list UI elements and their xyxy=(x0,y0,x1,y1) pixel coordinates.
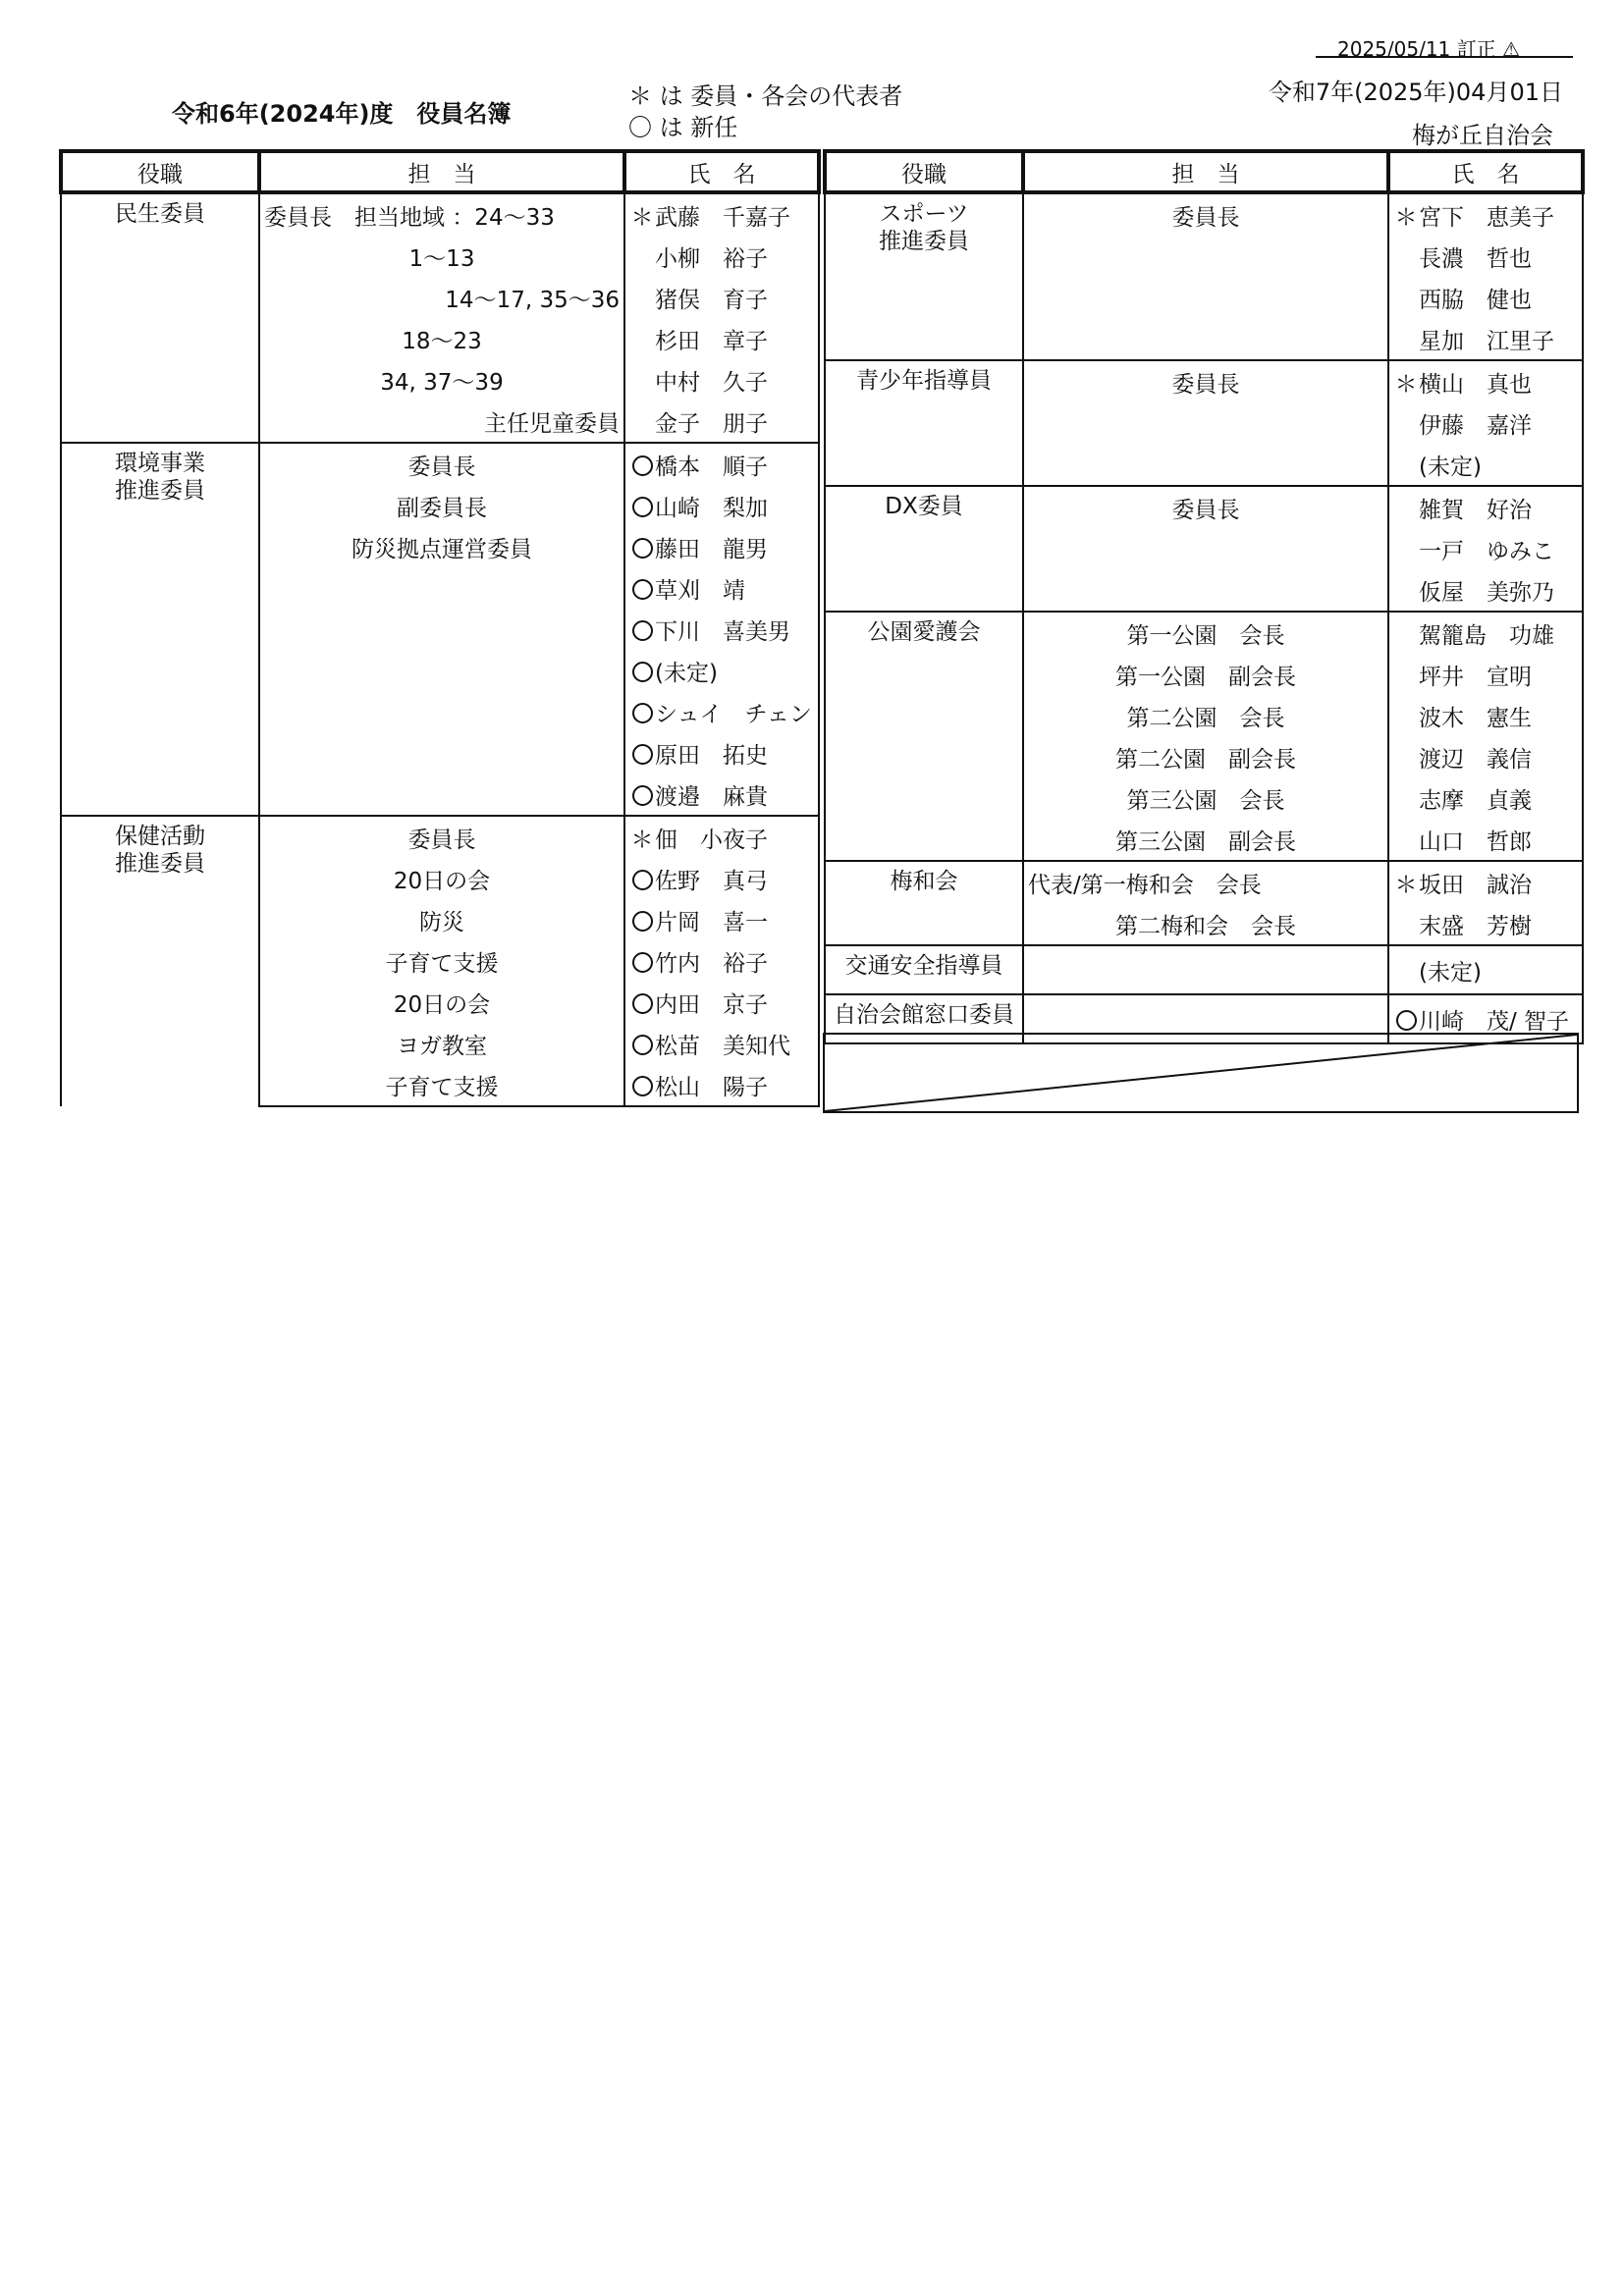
member-name: (未定) xyxy=(655,660,718,686)
header-row xyxy=(825,151,1583,192)
member-name: 武藤 千嘉子 xyxy=(655,204,790,231)
table-row xyxy=(825,861,1583,903)
name-cell xyxy=(1388,318,1583,360)
role-label: スポーツ xyxy=(879,201,969,227)
member-name: 一戸 ゆみこ xyxy=(1419,538,1554,564)
representative-marker: ＊ xyxy=(630,204,654,231)
member-name: 内田 京子 xyxy=(655,991,768,1018)
circle-mark-icon xyxy=(1396,1010,1417,1031)
table-row xyxy=(825,192,1583,236)
legend-new: 〇 は 新任 xyxy=(628,114,738,141)
member-name: 小柳 裕子 xyxy=(655,245,768,272)
circle-mark-icon xyxy=(632,497,653,517)
duty-cell: 第二公園 副会長 xyxy=(1023,736,1388,777)
circle-mark-icon xyxy=(632,952,653,973)
role-cell xyxy=(825,486,1023,612)
duty-cell: 第二梅和会 会長 xyxy=(1023,903,1388,945)
member-name: 橋本 順子 xyxy=(655,454,768,480)
duty-cell: 委員長 xyxy=(1023,192,1388,236)
name-cell xyxy=(624,1023,819,1064)
circle-mark-icon xyxy=(632,785,653,806)
circle-mark-icon xyxy=(632,703,653,723)
table-row xyxy=(825,612,1583,654)
column-header-name: 氏 名 xyxy=(624,151,819,192)
name-cell xyxy=(624,732,819,774)
member-name: 渡邉 麻貴 xyxy=(655,783,768,810)
member-name: 伊藤 嘉洋 xyxy=(1419,412,1532,439)
member-name: 竹内 裕子 xyxy=(655,950,768,977)
name-cell xyxy=(1388,695,1583,736)
role-label: 推進委員 xyxy=(115,478,205,504)
table-row xyxy=(61,816,819,858)
new-member-marker xyxy=(629,454,655,480)
name-cell xyxy=(624,609,819,650)
name-cell xyxy=(1388,819,1583,861)
member-name: 草刈 靖 xyxy=(655,577,745,604)
duty-cell: 委員長 担当地域 ：24～33 xyxy=(259,192,624,236)
duty-cell xyxy=(259,774,624,816)
duty-cell: 子育て支援 xyxy=(259,1064,624,1106)
circle-mark-icon xyxy=(632,662,653,682)
name-cell xyxy=(624,192,819,236)
correction-underline xyxy=(1316,56,1573,58)
duty-cell xyxy=(259,609,624,650)
new-member-marker xyxy=(629,578,655,604)
legend-representative: ＊ は 委員・各会の代表者 xyxy=(628,82,903,110)
circle-mark-icon xyxy=(632,1076,653,1096)
circle-mark-icon xyxy=(632,538,653,559)
role-cell xyxy=(61,816,259,1106)
circle-mark-icon xyxy=(632,455,653,476)
role-cell xyxy=(825,612,1023,861)
member-name: 坂田 誠治 xyxy=(1419,872,1532,898)
diagonal-slash xyxy=(825,1035,1577,1111)
circle-mark-icon xyxy=(632,870,653,890)
name-cell xyxy=(624,236,819,277)
duty-cell xyxy=(1023,402,1388,444)
name-cell xyxy=(624,1064,819,1106)
name-cell xyxy=(624,400,819,443)
circle-mark-icon xyxy=(632,911,653,932)
page-title: 令和6年(2024年)度 役員名簿 xyxy=(172,100,512,128)
member-name: 波木 憲生 xyxy=(1419,705,1532,731)
member-name: 山口 哲郎 xyxy=(1419,828,1532,855)
name-cell xyxy=(624,650,819,691)
circle-mark-icon xyxy=(632,993,653,1014)
duty-cell xyxy=(1023,444,1388,486)
column-header-role: 役職 xyxy=(825,151,1023,192)
member-name: (未定) xyxy=(1419,959,1482,986)
representative-marker: ＊ xyxy=(1394,872,1418,898)
name-cell xyxy=(624,567,819,609)
duty-cell: 第二公園 会長 xyxy=(1023,695,1388,736)
role-cell xyxy=(61,192,259,443)
member-name: 駕籠島 功雄 xyxy=(1419,622,1554,649)
member-name: 下川 喜美男 xyxy=(655,618,790,645)
new-member-marker xyxy=(629,992,655,1018)
name-cell xyxy=(1388,236,1583,277)
member-name: 末盛 芳樹 xyxy=(1419,913,1532,939)
new-member-marker xyxy=(629,619,655,645)
name-cell xyxy=(1388,486,1583,528)
duty-cell: 委員長 xyxy=(1023,486,1388,528)
name-cell xyxy=(1388,569,1583,612)
right-roster-table xyxy=(823,149,1585,1044)
name-cell xyxy=(1388,277,1583,318)
name-cell xyxy=(624,982,819,1023)
correction-note: 2025/05/11 訂正 ⚠ xyxy=(1337,37,1520,61)
duty-cell: 20日の会 xyxy=(259,858,624,899)
name-cell xyxy=(1388,736,1583,777)
circle-mark-icon xyxy=(632,579,653,600)
new-member-marker xyxy=(629,743,655,769)
new-member-marker xyxy=(629,784,655,810)
duty-cell: ヨガ教室 xyxy=(259,1023,624,1064)
name-cell xyxy=(1388,444,1583,486)
representative-marker: ＊ xyxy=(1394,204,1418,231)
name-cell xyxy=(1388,192,1583,236)
role-label: 梅和会 xyxy=(890,869,958,894)
name-cell xyxy=(1388,861,1583,903)
role-cell xyxy=(825,861,1023,945)
role-label: 民生委員 xyxy=(115,201,205,227)
duty-cell: 14～17, 35～36 xyxy=(259,277,624,318)
new-member-marker xyxy=(629,1034,655,1059)
empty-slashed-cell xyxy=(823,1033,1579,1113)
name-cell xyxy=(1388,402,1583,444)
duty-cell xyxy=(1023,277,1388,318)
member-name: 仮屋 美弥乃 xyxy=(1419,579,1554,606)
role-label: DX委員 xyxy=(885,494,963,519)
duty-cell: 子育て支援 xyxy=(259,940,624,982)
organization-name: 梅が丘自治会 xyxy=(1412,122,1553,149)
column-header-duty: 担 当 xyxy=(1023,151,1388,192)
duty-cell: 防災 xyxy=(259,899,624,940)
name-cell xyxy=(624,774,819,816)
name-cell xyxy=(1388,612,1583,654)
circle-mark-icon xyxy=(632,620,653,641)
name-cell xyxy=(624,318,819,359)
name-cell xyxy=(624,485,819,526)
circle-mark-icon xyxy=(632,744,653,765)
member-name: シュイ チェン xyxy=(655,701,812,727)
document-date: 令和7年(2025年)04月01日 xyxy=(1268,79,1563,106)
duty-cell xyxy=(1023,569,1388,612)
new-member-marker xyxy=(629,661,655,686)
member-name: 坪井 宣明 xyxy=(1419,664,1532,690)
column-header-duty: 担 当 xyxy=(259,151,624,192)
new-member-marker xyxy=(1393,1009,1419,1035)
new-member-marker xyxy=(629,1075,655,1100)
name-cell xyxy=(624,816,819,858)
name-cell xyxy=(624,277,819,318)
name-cell xyxy=(624,899,819,940)
duty-cell: 副委員長 xyxy=(259,485,624,526)
member-name: 雑賀 好治 xyxy=(1419,497,1532,523)
name-cell xyxy=(1388,360,1583,402)
duty-cell xyxy=(259,691,624,732)
member-name: 杉田 章子 xyxy=(655,328,768,354)
role-cell xyxy=(825,192,1023,360)
duty-cell: 1～13 xyxy=(259,236,624,277)
role-label: 推進委員 xyxy=(879,229,969,254)
table-row xyxy=(825,486,1583,528)
table-row xyxy=(825,945,1583,994)
duty-cell xyxy=(1023,236,1388,277)
name-cell xyxy=(624,940,819,982)
new-member-marker xyxy=(629,496,655,521)
member-name: 宮下 恵美子 xyxy=(1419,204,1554,231)
member-name: 金子 朋子 xyxy=(655,410,768,437)
role-cell xyxy=(825,360,1023,486)
duty-cell: 委員長 xyxy=(259,443,624,485)
new-member-marker xyxy=(629,869,655,894)
duty-cell: 第三公園 副会長 xyxy=(1023,819,1388,861)
duty-cell: 18～23 xyxy=(259,318,624,359)
column-header-name: 氏 名 xyxy=(1388,151,1583,192)
name-cell xyxy=(1388,528,1583,569)
name-cell xyxy=(624,359,819,400)
member-name: 片岡 喜一 xyxy=(655,909,768,935)
member-name: 中村 久子 xyxy=(655,369,768,396)
name-cell xyxy=(1388,777,1583,819)
duty-cell: 委員長 xyxy=(1023,360,1388,402)
duty-cell xyxy=(259,567,624,609)
duty-cell: 第一公園 会長 xyxy=(1023,612,1388,654)
name-cell xyxy=(1388,903,1583,945)
member-name: (未定) xyxy=(1419,454,1482,480)
role-cell xyxy=(61,443,259,816)
name-cell xyxy=(624,526,819,567)
member-name: 山崎 梨加 xyxy=(655,495,768,521)
left-roster-table xyxy=(59,149,821,1107)
duty-cell: 第三公園 会長 xyxy=(1023,777,1388,819)
member-name: 松山 陽子 xyxy=(655,1074,768,1100)
role-label: 保健活動 xyxy=(115,824,205,849)
duty-cell: 34, 37～39 xyxy=(259,359,624,400)
member-name: 松苗 美知代 xyxy=(655,1033,790,1059)
member-name: 藤田 龍男 xyxy=(655,536,768,562)
duty-cell: 第一公園 副会長 xyxy=(1023,654,1388,695)
circle-mark-icon xyxy=(632,1035,653,1055)
role-label: 公園愛護会 xyxy=(867,619,981,645)
member-name: 長濃 哲也 xyxy=(1419,245,1532,272)
duty-cell: 主任児童委員 xyxy=(259,400,624,443)
member-name: 原田 拓史 xyxy=(655,742,768,769)
member-name: 星加 江里子 xyxy=(1419,328,1554,354)
role-label: 推進委員 xyxy=(115,851,205,877)
name-cell xyxy=(624,858,819,899)
duty-cell xyxy=(1023,528,1388,569)
member-name: 佐野 真弓 xyxy=(655,868,768,894)
role-label: 交通安全指導員 xyxy=(844,953,1003,979)
duty-cell xyxy=(1023,318,1388,360)
duty-cell xyxy=(1023,945,1388,994)
member-name: 横山 真也 xyxy=(1419,371,1532,398)
representative-marker: ＊ xyxy=(1394,371,1418,398)
role-label: 環境事業 xyxy=(115,451,205,476)
table-row xyxy=(61,192,819,236)
new-member-marker xyxy=(629,910,655,935)
table-row xyxy=(61,443,819,485)
name-cell xyxy=(1388,945,1583,994)
member-name: 川崎 茂/ 智子 xyxy=(1419,1008,1570,1035)
duty-cell: 代表/第一梅和会 会長 xyxy=(1023,861,1388,903)
header-row xyxy=(61,151,819,192)
new-member-marker xyxy=(629,702,655,727)
table-row xyxy=(825,360,1583,402)
column-header-role: 役職 xyxy=(61,151,259,192)
role-label: 青少年指導員 xyxy=(856,368,992,394)
member-name: 佃 小夜子 xyxy=(655,827,768,853)
duty-cell xyxy=(259,732,624,774)
name-cell xyxy=(624,691,819,732)
duty-cell: 委員長 xyxy=(259,816,624,858)
name-cell xyxy=(1388,654,1583,695)
representative-marker: ＊ xyxy=(630,827,654,853)
duty-cell xyxy=(259,650,624,691)
name-cell xyxy=(624,443,819,485)
member-name: 渡辺 義信 xyxy=(1419,746,1532,773)
member-name: 猪俣 育子 xyxy=(655,287,768,313)
duty-cell: 防災拠点運営委員 xyxy=(259,526,624,567)
member-name: 志摩 貞義 xyxy=(1419,787,1532,814)
role-label: 自治会館窓口委員 xyxy=(834,1002,1014,1028)
new-member-marker xyxy=(629,537,655,562)
member-name: 西脇 健也 xyxy=(1419,287,1532,313)
role-cell xyxy=(825,945,1023,994)
duty-cell: 20日の会 xyxy=(259,982,624,1023)
new-member-marker xyxy=(629,951,655,977)
